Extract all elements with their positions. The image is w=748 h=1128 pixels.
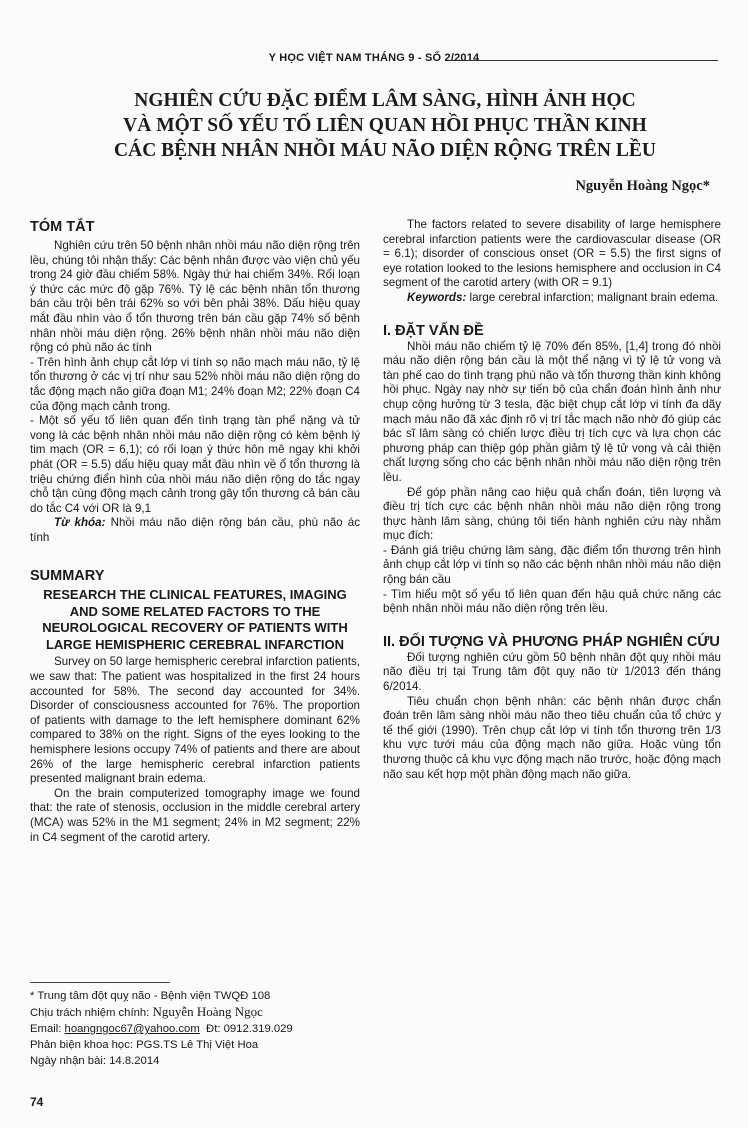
abstract-vi-paragraph: - Một số yếu tố liên quan đến tình trạng tàn phế nặng và tử vong là các bệnh nhân nhồi máu não diện rộng có kèm bệnh lý tim mạch (OR = 6,1); có rối loạn ý thức hôn mê ngay khi khởi phát (OR = 5.5) dấu hiệu quay mắt đầu nhìn về ổ tổn thương là triệu chứng điển hình của nhồi máu não diện rộng do tắc ngay chỗ tận cùng động mạch cảnh trong gây tổn thương cả bán cầu do tắc C4 với OR là 9,1: [30, 414, 360, 515]
contact-line: [30, 1021, 360, 1037]
running-header: [0, 50, 748, 70]
responsible-author-line: [30, 1004, 360, 1021]
article-title: [60, 88, 710, 163]
reviewer-note: Phản biện khoa học: PGS.TS Lê Thị Việt Hoa: [30, 1039, 259, 1051]
left-column: [30, 218, 360, 845]
footnotes: [30, 988, 360, 1069]
keywords-label: Keywords:: [407, 290, 467, 304]
abstract-vi-paragraph: Nghiên cứu trên 50 bệnh nhân nhồi máu não diện rộng trên lều, chúng tôi nhận thấy: Các bệnh nhân được vào viện chủ yếu trong 24 giờ đầu chiếm 58%. Ngày thứ hai chiếm 34%. Rối loạn ý thức các mức độ gặp 76%. Tỷ lệ các bệnh nhân tổn thương bán cầu trội bên trái 62% so với bên phải 38%. Dấu hiệu quay mắt đầu nhìn vào ổ tổn thương trên bán cầu gặp 74% số bệnh nhân nhồi máu diện rộng. 26% bệnh nhân nhồi máu não diện rộng có phù não ác tính: [30, 239, 360, 355]
section-1-paragraph: Để góp phần nâng cao hiệu quả chẩn đoán, tiên lượng và điều trị tích cực các bệnh nhân nhồi máu não diện rộng trong thực hành lâm sàng, chúng tôi tiến hành nghiên cứu này nhằm mục đích:: [383, 485, 721, 543]
phone-number: 0912.319.029: [223, 1023, 293, 1035]
section-2-paragraph: Tiêu chuẩn chọn bệnh nhân: các bệnh nhân được chẩn đoán trên lâm sàng nhồi máu não theo tiêu chuẩn của tổ chức y tế thế giới (1990). Trên chụp cắt lớp vi tính tổn thương trên 1/3 khu vực tưới máu của động mạch não giữa. Hoặc vùng tổn thương thuộc cả khu vực động mạch não trước, hoặc động mạch não sau kết hợp một phần động mạch não giữa.: [383, 694, 721, 781]
affiliation-note: * Trung tâm đột quỵ não - Bệnh viện TWQĐ 108: [30, 990, 271, 1002]
title-line-3: CÁC BỆNH NHÂN NHỒI MÁU NÃO DIỆN RỘNG TRÊN LỀU: [114, 140, 656, 161]
responsible-label: Chịu trách nhiệm chính:: [30, 1007, 150, 1019]
summary-title: RESEARCH THE CLINICAL FEATURES, IMAGING AND SOME RELATED FACTORS TO THE NEUROLOGICAL RECOVERY OF PATIENTS WITH LARGE HEMISPHERIC CEREBRAL INFARCTION: [42, 587, 348, 652]
summary-paragraph: On the brain computerized tomography image we found that: the rate of stenosis, occlusion in the middle cerebral artery (MCA) was 52% in the M1 segment; 24% in M2 segment; 22% in C4 segment of the carotid artery.: [30, 786, 360, 844]
abstract-vi-keywords: [30, 516, 360, 545]
summary-paragraph: The factors related to severe disability of large hemisphere cerebral infarction patients were the cardiovascular disease (OR = 6.1); disorder of conscious onset (OR = 5.5) the first signs of eye rotation looked to the lesions hemisphere and occlusion in C4 segment of the carotid artery (with OR = 9.1): [383, 218, 721, 290]
section-1-heading: I. ĐẶT VẤN ĐỀ: [383, 322, 484, 339]
keywords-text: large cerebral infarction; malignant brain edema.: [469, 290, 719, 304]
abstract-vi-heading: TÓM TẮT: [30, 219, 95, 235]
header-rule: [448, 60, 718, 61]
summary-heading: SUMMARY: [30, 568, 105, 585]
section-2-paragraph: Đối tượng nghiên cứu gồm 50 bệnh nhân đột quỵ nhồi máu não điều trị tại Trung tâm đột quỵ não từ 1/2013 đến tháng 6/2014.: [383, 650, 721, 694]
section-1-paragraph: - Tìm hiểu một số yếu tố liên quan đến hậu quả chức năng các bệnh nhân nhồi máu não diện rộng trên lều.: [383, 587, 721, 616]
email-link[interactable]: hoangngoc67@yahoo.com: [64, 1023, 200, 1035]
title-line-2: VÀ MỘT SỐ YẾU TỐ LIÊN QUAN HỒI PHỤC THẦN KINH: [123, 115, 647, 136]
footnote-rule: [30, 982, 170, 983]
title-line-1: NGHIÊN CỨU ĐẶC ĐIỂM LÂM SÀNG, HÌNH ẢNH HỌC: [134, 90, 636, 111]
summary-paragraph: Survey on 50 large hemispheric cerebral infarction patients, we saw that: The patient was hospitalized in the first 24 hours accounted for 58%. The second day accounted for 34%. Disorder of consciousness accounted for 76%. The proportion of patients with damage to the left hemisphere dominant 62% compared to 38% on the right. Signs of the eyes looking to the hemisphere lesions occupy 74% of patients and there are about 26% of the large hemispheric cerebral infarction patients presented malignant brain edema.: [30, 655, 360, 786]
page-number: 74: [30, 1095, 44, 1109]
phone-label: Đt:: [206, 1023, 221, 1035]
right-column: [383, 218, 721, 782]
email-label: Email:: [30, 1023, 62, 1035]
section-1-paragraph: - Đánh giá triệu chứng lâm sàng, đặc điểm tổn thương trên hình ảnh chụp cắt lớp vi tính sọ não các bệnh nhân nhồi máu não diện rộng bán cầu: [383, 543, 721, 587]
keywords-label: Từ khóa:: [54, 516, 106, 530]
abstract-vi-paragraph: - Trên hình ảnh chụp cắt lớp vi tính sọ não mạch máu não, tỷ lệ tổn thương ở các vị trí như sau 52% nhồi máu não diện rộng do tắc động mạch não giữa đoạn M1; 24% đoạn M2; 22% đoạn C4 của động mạch cảnh trong.: [30, 355, 360, 413]
summary-keywords: [383, 291, 721, 306]
section-1-paragraph: Nhồi máu não chiếm tỷ lệ 70% đến 85%, [1,4] trong đó nhồi máu não diện rộng bán cầu là một thể nặng vì tỷ lệ tử vong và tàn phế cao do tình trạng phù não và tổn thương thần kinh không hồi phục. Ngày nay nhờ sự tiến bộ của chẩn đoán hình ảnh như chụp cộng hưởng từ 3 tesla, đặc biệt chụp cắt lớp vi tính đa dãy mạch máu não đã xác định rõ vị trí tắc mạch não nhờ đó giúp các bác sĩ lâm sàng có chiến lược điều trị tích cực và lựa chọn các phương pháp can thiệp góp phần giảm tỷ lệ tử vong và cải thiện chất lượng sống cho các bệnh nhân nhồi máu não diện rộng trên lều.: [383, 339, 721, 484]
author-name: Nguyễn Hoàng Ngọc*: [575, 178, 710, 194]
responsible-name: Nguyễn Hoàng Ngọc: [152, 1004, 263, 1019]
section-2-heading: II. ĐỐI TƯỢNG VÀ PHƯƠNG PHÁP NGHIÊN CỨU: [383, 633, 720, 650]
received-date: Ngày nhận bài: 14.8.2014: [30, 1055, 160, 1067]
keywords-text: Nhồi máu não diện rộng bán cầu, phù não ác tính: [30, 516, 360, 544]
journal-running-title: Y HỌC VIỆT NAM THÁNG 9 - SỐ 2/2014: [268, 52, 480, 64]
